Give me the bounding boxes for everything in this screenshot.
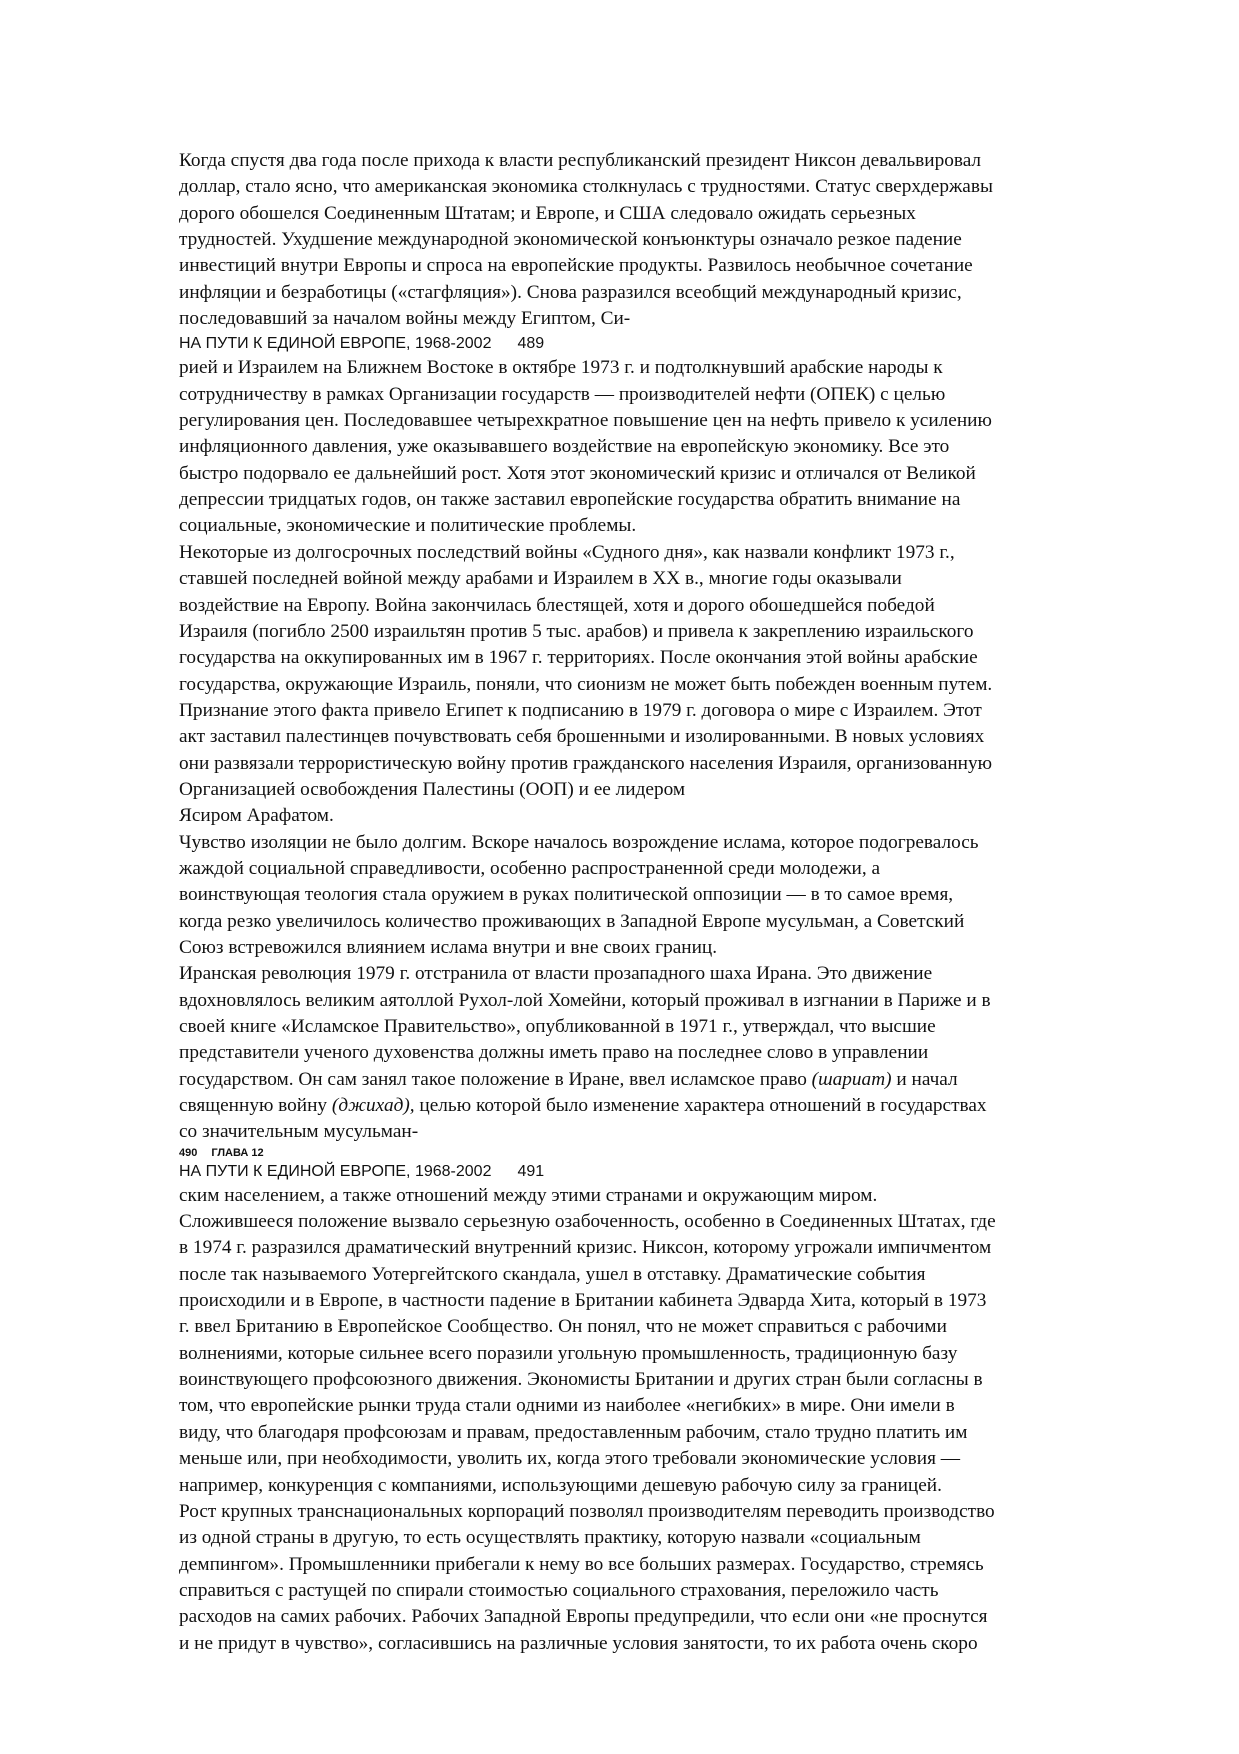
text-line: когда резко увеличилось количество проживающих в Западной Европе мусульман, а Советский — [179, 910, 965, 932]
text-line: представители ученого духовенства должны иметь право на последнее слово в управлении — [179, 1042, 929, 1064]
text-line: они развязали террористическую войну против гражданского населения Израиля, организованную — [179, 752, 993, 774]
text-run: священную войну — [179, 1095, 332, 1117]
text-line: государства на оккупированных им в 1967 г. территориях. После окончания этой войны арабские — [179, 647, 978, 669]
text-line: воинствующего профсоюзного движения. Экономисты Британии и других стран были согласны в — [179, 1369, 983, 1391]
text-line: воинствующая теология стала оружием в руках политической оппозиции — в то самое время, — [179, 884, 954, 906]
text-line: демпингом». Промышленники прибегали к нему во все больших размерах. Государство, стремясь — [179, 1553, 984, 1575]
text-line: социальные, экономические и политические проблемы. — [179, 515, 637, 537]
text-line: виду, что благодаря профсоюзам и правам, предоставленным рабочим, стало трудно платить им — [179, 1421, 968, 1443]
text-line: депрессии тридцатых годов, он также заставил европейские государства обратить внимание на — [179, 489, 961, 511]
text-line: дорого обошелся Соединенным Штатам; и Европе, и США следовало ожидать серьезных — [179, 202, 916, 224]
text-line: г. ввел Британию в Европейское Сообщество. Он понял, что не может справиться с рабочими — [179, 1316, 947, 1338]
running-header-title: НА ПУТИ К ЕДИНОЙ ЕВРОПЕ, 1968-2002 — [179, 1162, 492, 1180]
text-line: сотрудничеству в рамках Организации государств — производителей нефти (ОПЕК) с целью — [179, 383, 946, 405]
text-run: целью которой было изменение характера отношений в государствах — [414, 1095, 987, 1117]
folio-chapter: ГЛАВА 12 — [211, 1146, 264, 1159]
text-line: инвестиций внутри Европы и спроса на европейские продукты. Развилось необычное сочетание — [179, 255, 973, 277]
text-line: ским населением, а также отношений между этими странами и окружающим миром. — [179, 1184, 878, 1206]
text-block-1 — [179, 148, 1154, 332]
text-line: своей книге «Исламское Правительство», опубликованной в 1971 г., утверждал, что высшие — [179, 1016, 936, 1037]
text-line: со значительным мусульман- — [179, 1121, 419, 1143]
text-line: Иранская революция 1979 г. отстранила от власти прозападного шаха Ирана. Это движение — [179, 963, 933, 985]
italic-term: (джихад), — [331, 1095, 415, 1117]
text-line: Рост крупных транснациональных корпораций позволял производителям переводить производство — [179, 1500, 995, 1522]
text-line: Союз встревожился влиянием ислама внутри и вне своих границ. — [179, 936, 718, 958]
text-line: Сложившееся положение вызвало серьезную озабоченность, особенно в Соединенных Штатах, где — [179, 1211, 996, 1233]
text-line: воздействие на Европу. Война закончилась блестящей, хотя и дорого обошедшейся победой — [179, 594, 935, 616]
page-folio — [179, 1147, 1154, 1160]
text-line: инфляции и безработицы («стагфляция»). Снова разразился всеобщий международный кризис, — [179, 281, 962, 303]
text-line: Признание этого факта привело Египет к подписанию в 1979 г. договора о мире с Израилем. Этот — [179, 699, 982, 721]
text-line: акт заставил палестинцев почувствовать себя брошенными и изолированными. В новых условиях — [179, 726, 985, 748]
folio-page-number: 490 — [179, 1146, 198, 1159]
text-run: и начал — [891, 1068, 958, 1090]
page-number: 491 — [517, 1162, 545, 1180]
document-page — [179, 148, 1154, 1657]
text-line: рией и Израилем на Ближнем Востоке в октябре 1973 г. и подтолкнувший арабские народы к — [179, 357, 943, 379]
text-line: и не придут в чувство», согласившись на различные условия занятости, то их работа очень скоро — [179, 1632, 978, 1654]
text-block-2 — [179, 355, 1154, 1145]
text-line: быстро подорвало ее дальнейший рост. Хотя этот экономический кризис и отличался от Великой — [179, 462, 976, 484]
text-line: расходов на самих рабочих. Рабочих Западной Европы предупредили, что если они «не проснутся — [179, 1606, 988, 1628]
text-line: вдохновлялось великим аятоллой Рухол-лой Хомейни, который проживал в изгнании в Париже и в — [179, 989, 991, 1011]
text-line: Израиля (погибло 2500 израильтян против 5 тыс. арабов) и привела к закреплению израильского — [179, 620, 974, 642]
text-block-4 — [179, 1183, 1154, 1657]
text-line: жаждой социальной справедливости, особенно распространенной среди молодежи, а — [179, 857, 881, 879]
text-line: ставшей последней войной между арабами и Израилем в XX в., многие годы оказывали — [179, 568, 902, 590]
text-line: Чувство изоляции не было долгим. Вскоре началось возрождение ислама, которое подогревалось — [179, 831, 979, 853]
text-line: волнениями, которые сильнее всего поразили угольную промышленность, традиционную базу — [179, 1342, 958, 1364]
text-line: инфляционного давления, уже оказывавшего воздействие на европейскую экономику. Все это — [179, 436, 950, 458]
text-line: после так называемого Уотергейтского скандала, ушел в отставку. Драматические события — [179, 1263, 926, 1285]
text-line: Когда спустя два года после прихода к власти республиканский президент Никсон девальвировал — [179, 150, 982, 171]
text-line-with-italic — [179, 1093, 1154, 1119]
text-line: в 1974 г. разразился драматический внутренний кризис. Никсон, которому угрожали импичментом — [179, 1237, 992, 1259]
text-line: например, конкуренция с компаниями, использующими дешевую рабочую силу за границей. — [179, 1474, 942, 1496]
text-line: последовавший за началом войны между Египтом, Си- — [179, 308, 631, 330]
page-number: 489 — [517, 335, 545, 353]
text-line: государства, окружающие Израиль, поняли, что сионизм не может быть побежден военным путем. — [179, 673, 993, 695]
running-header — [179, 334, 1154, 354]
text-run: государством. Он сам занял такое положение в Иране, ввел исламское право — [179, 1068, 812, 1090]
text-line: доллар, стало ясно, что американская экономика столкнулась с трудностями. Статус сверхдержавы — [179, 176, 993, 198]
running-header-title: НА ПУТИ К ЕДИНОЙ ЕВРОПЕ, 1968-2002 — [179, 335, 492, 353]
italic-term: (шариат) — [811, 1068, 892, 1090]
text-line: меньше или, при необходимости, уволить их, когда этого требовали экономические условия — — [179, 1448, 961, 1470]
text-line: Ясиром Арафатом. — [179, 805, 334, 827]
text-line: Некоторые из долгосрочных последствий войны «Судного дня», как назвали конфликт 1973 г., — [179, 541, 955, 563]
text-line: регулирования цен. Последовавшее четырехкратное повышение цен на нефть привело к усилению — [179, 410, 992, 432]
text-line-with-italic — [179, 1067, 1154, 1093]
text-line: Организацией освобождения Палестины (ООП) и ее лидером — [179, 778, 686, 800]
running-header — [179, 1162, 1154, 1182]
text-line: происходили и в Европе, в частности падение в Британии кабинета Эдварда Хита, который в 1973 — [179, 1290, 987, 1312]
text-line: из одной страны в другую, то есть осуществлять практику, которую назвали «социальным — [179, 1527, 921, 1549]
text-line: том, что европейские рынки труда стали одними из наиболее «негибких» в мире. Они имели в — [179, 1395, 955, 1417]
text-line: трудностей. Ухудшение международной экономической конъюнктуры означало резкое падение — [179, 229, 962, 251]
text-line: справиться с растущей по спирали стоимостью социального страхования, переложило часть — [179, 1579, 939, 1601]
